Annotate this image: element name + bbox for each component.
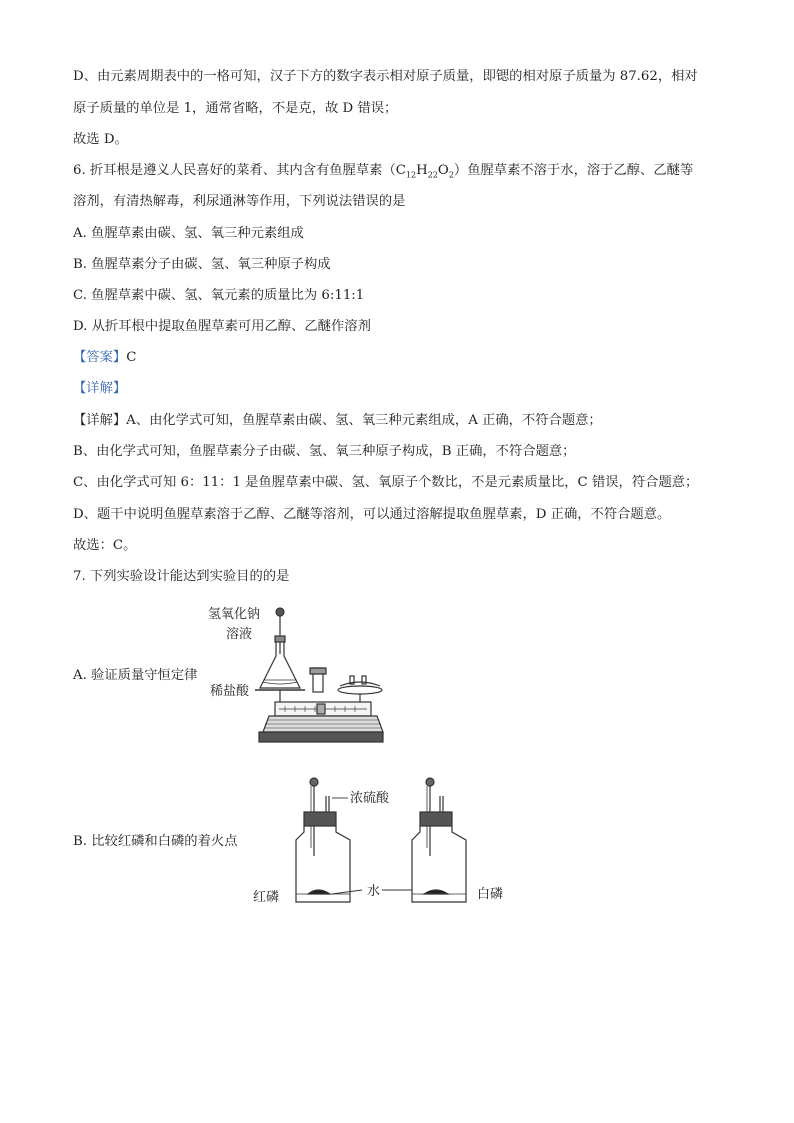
question-6-stem bbox=[73, 162, 693, 185]
bottles-figure bbox=[290, 776, 470, 906]
answer-value: C bbox=[126, 350, 137, 365]
label-conc-acid: 浓硫酸 bbox=[350, 791, 390, 806]
formula-sub: 2 bbox=[448, 170, 454, 180]
explanation-line: 故选：C。 bbox=[73, 538, 137, 553]
label-hcl: 稀盐酸 bbox=[210, 684, 250, 699]
text-line: 原子质量的单位是 1，通常省略，不是克，故 D 错误； bbox=[73, 101, 398, 116]
formula-part: O bbox=[437, 163, 449, 178]
explanation-line: C、由化学式可知 6：11：1 是鱼腥草素中碳、氢、氧原子个数比，不是元素质量比，C 错误，符合题意； bbox=[73, 475, 699, 490]
label-water: 水 bbox=[367, 884, 381, 899]
option-7a: A. 验证质量守恒定律 bbox=[73, 668, 198, 683]
label-naoh-2: 溶液 bbox=[226, 627, 253, 642]
option-7b: B. 比较红磷和白磷的着火点 bbox=[73, 834, 238, 849]
text-line: 溶剂，有清热解毒，利尿通淋等作用，下列说法错误的是 bbox=[73, 194, 406, 209]
detail-tag: 【详解】 bbox=[73, 381, 127, 396]
text-line: D、由元素周期表中的一格可知，汉子下方的数字表示相对原子质量，即锶的相对原子质量为 87.62，相对 bbox=[73, 69, 698, 84]
text-line: 故选 D。 bbox=[73, 132, 128, 147]
option-b: B. 鱼腥草素分子由碳、氢、氧三种原子构成 bbox=[73, 257, 331, 272]
label-naoh-1: 氢氧化钠 bbox=[208, 607, 261, 622]
answer-line bbox=[73, 349, 136, 367]
option-c: C. 鱼腥草素中碳、氢、氧元素的质量比为 6:11:1 bbox=[73, 288, 365, 303]
option-a: A. 鱼腥草素由碳、氢、氧三种元素组成 bbox=[73, 226, 304, 241]
label-red-phosphorus: 红磷 bbox=[253, 890, 280, 905]
label-white-phosphorus: 白磷 bbox=[477, 887, 504, 902]
question-7-stem: 7. 下列实验设计能达到实验目的的是 bbox=[73, 569, 290, 584]
formula-part: H bbox=[416, 163, 428, 178]
explanation-line: 【详解】A、由化学式可知，鱼腥草素由碳、氢、氧三种元素组成，A 正确，不符合题意； bbox=[73, 413, 602, 428]
formula-part: 6. 折耳根是遵义人民喜好的菜肴、其内含有鱼腥草素（C bbox=[73, 163, 406, 178]
option-d: D. 从折耳根中提取鱼腥草素可用乙醇、乙醚作溶剂 bbox=[73, 319, 371, 334]
formula-sub: 22 bbox=[427, 170, 438, 180]
explanation-line: D、题干中说明鱼腥草素溶于乙醇、乙醚等溶剂，可以通过溶解提取鱼腥草素，D 正确，不符合题意。 bbox=[73, 507, 671, 522]
explanation-line: B、由化学式可知，鱼腥草素分子由碳、氢、氧三种原子构成，B 正确，不符合题意； bbox=[73, 444, 576, 459]
formula-part: ）鱼腥草素不溶于水，溶于乙醇、乙醚等 bbox=[453, 163, 694, 178]
balance-figure bbox=[255, 606, 385, 746]
answer-tag: 【答案】 bbox=[73, 350, 127, 365]
formula-sub: 12 bbox=[405, 170, 417, 180]
